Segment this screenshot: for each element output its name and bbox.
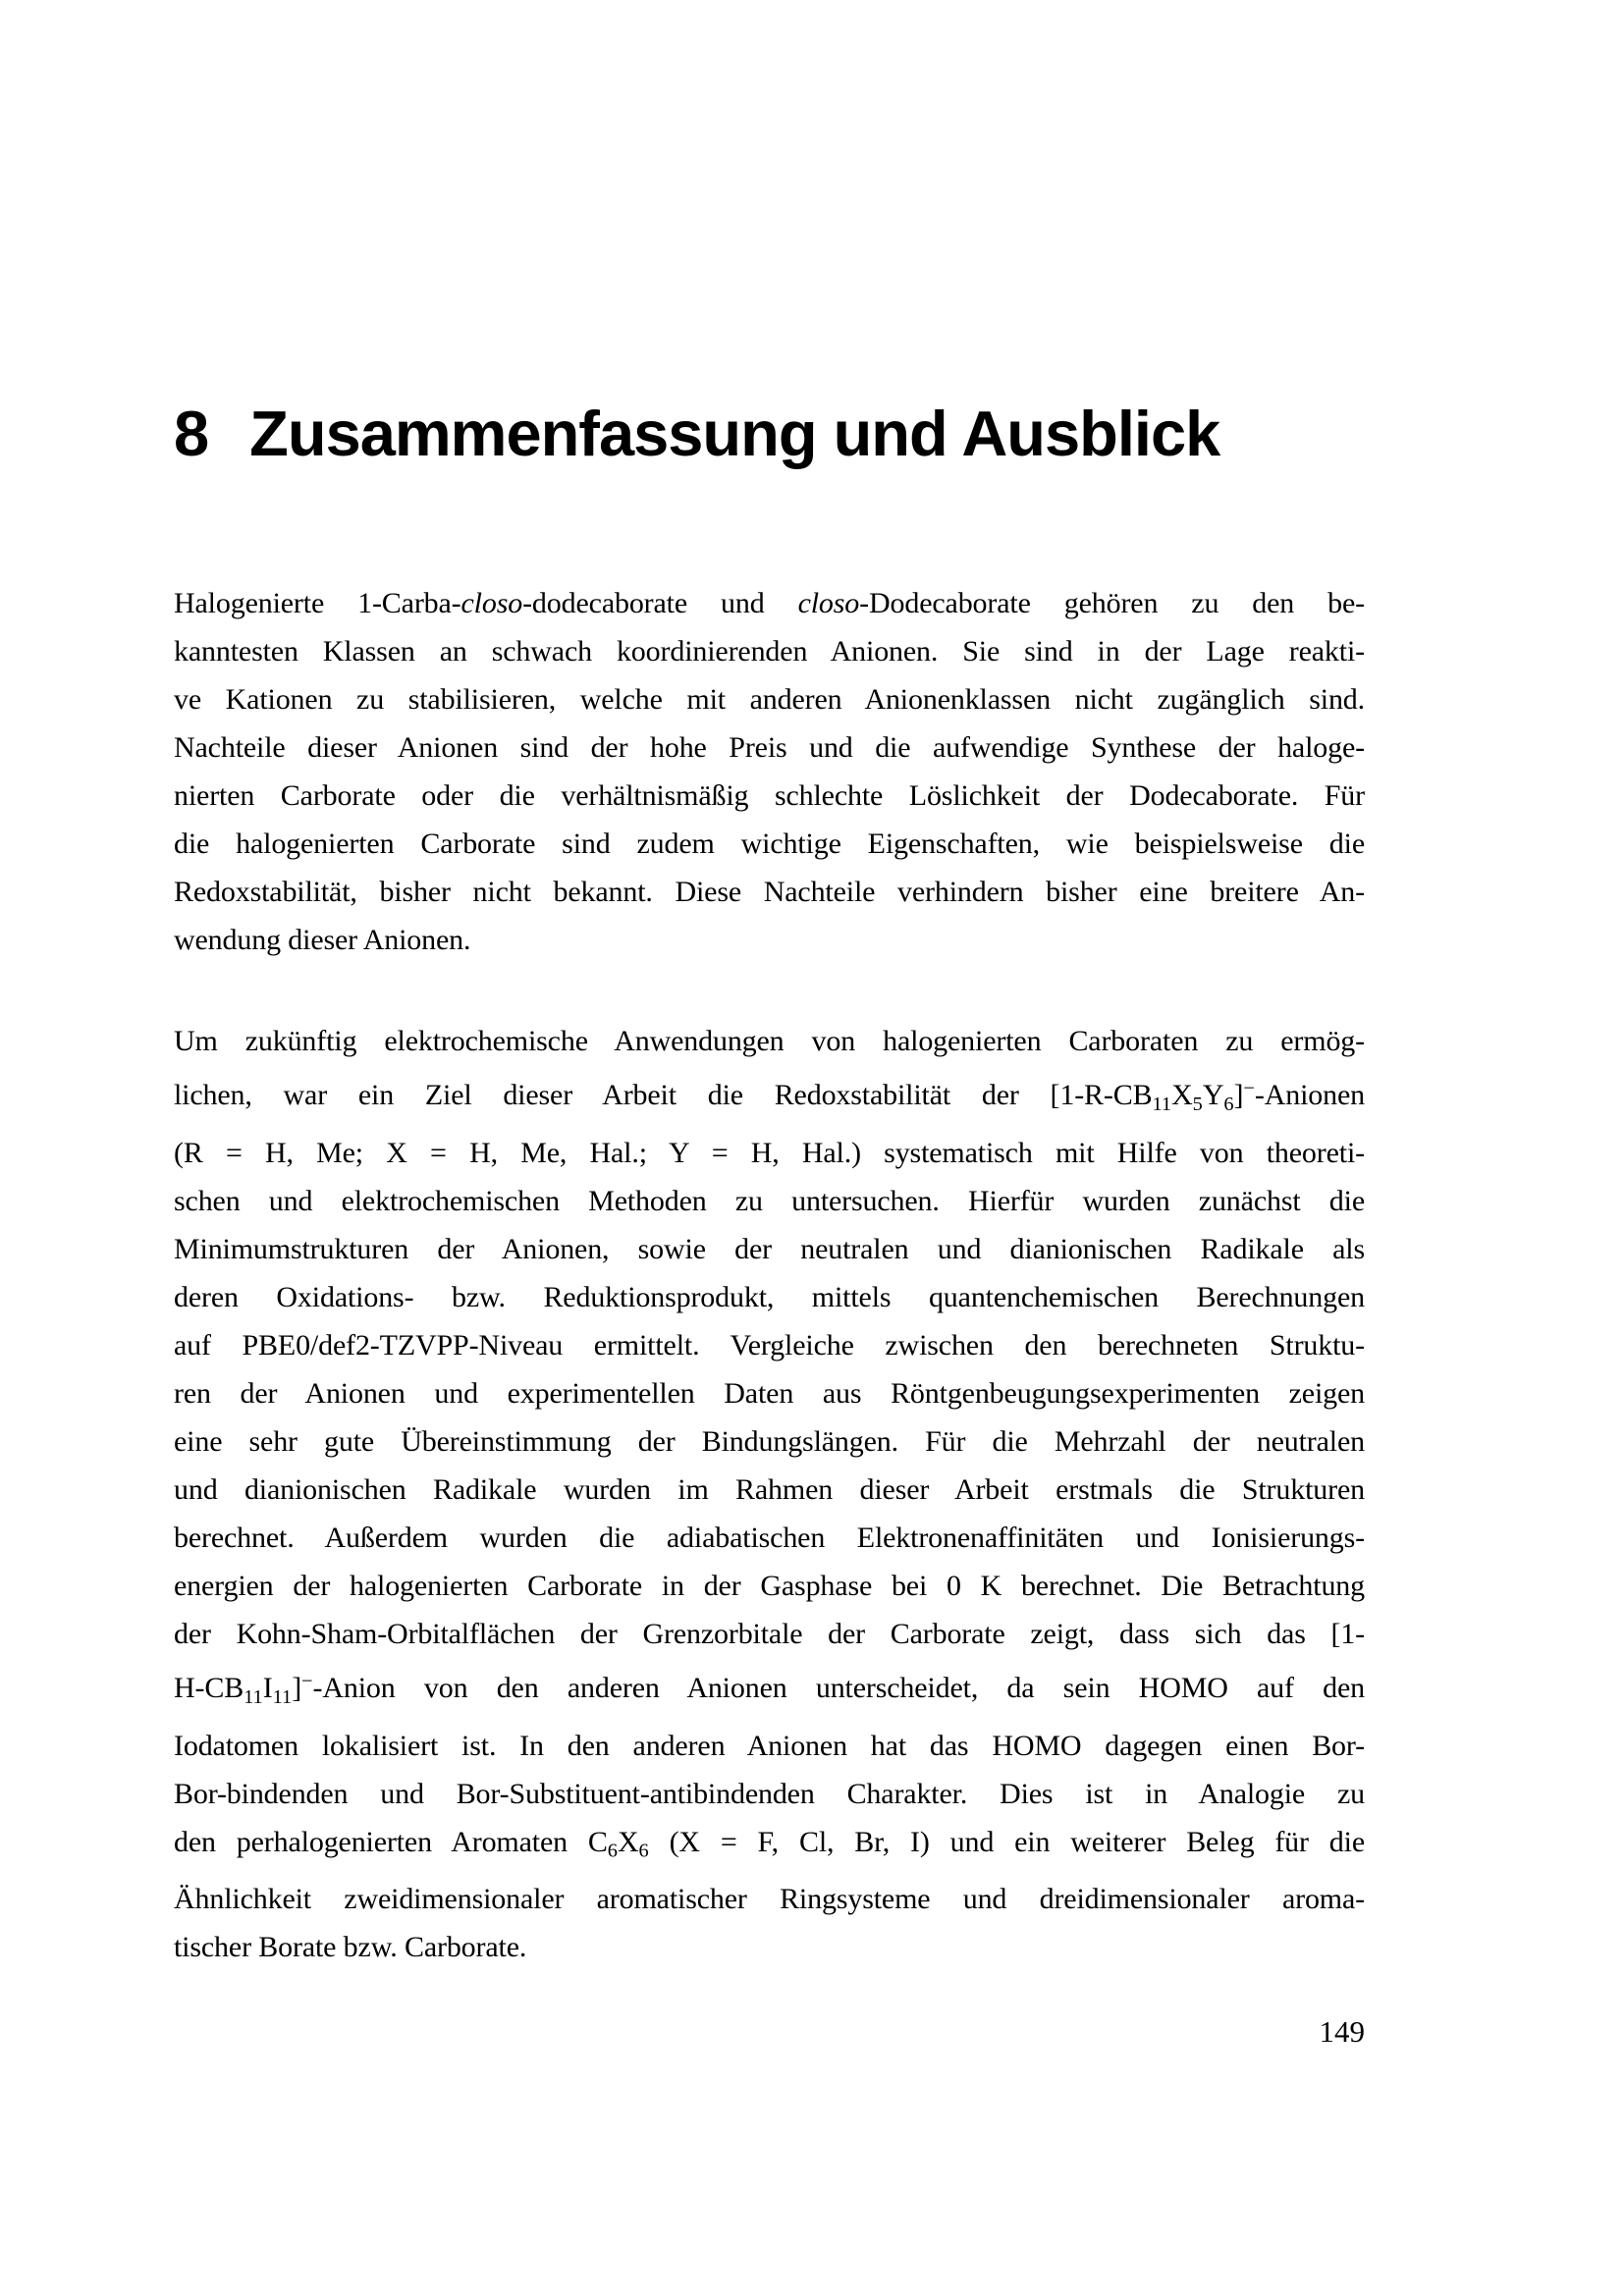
text-line: den perhalogenierten Aromaten $C_6X_6$ (X = F, Cl, Br, I) und ein weiterer Beleg für die (174, 1825, 1365, 1862)
text-line: eine sehr gute Übereinstimmung der Bindungslängen. Für die Mehrzahl der neutralen (174, 1424, 1365, 1458)
text-line: deren Oxidations- bzw. Reduktionsprodukt, mittels quantenchemischen Berechnungen (174, 1280, 1365, 1313)
text-line: Um zukünftig elektrochemische Anwendungen von halogenierten Carboraten zu ermög- (174, 1025, 1365, 1057)
chapter-number: 8 (174, 398, 209, 469)
text-line: kanntesten Klassen an schwach koordinierenden Anionen. Sie sind in der Lage reakti- (174, 635, 1365, 667)
text-line: schen und elektrochemischen Methoden zu untersuchen. Hierfür wurden zunächst die (174, 1184, 1365, 1217)
text-line: tischer Borate bzw. Carborate. (174, 1931, 527, 1964)
text-line: $H-CB_{11}I_{11}]^-$-Anion von den anderen Anionen unterscheidet, da sein HOMO auf den (174, 1670, 1365, 1708)
text-line: Redoxstabilität, bisher nicht bekannt. Diese Nachteile verhindern bisher eine breitere An- (174, 876, 1365, 908)
chapter-title: Zusammenfassung und Ausblick (249, 398, 1220, 469)
text-line: Nachteile dieser Anionen sind der hohe Preis und die aufwendige Synthese der haloge- (174, 731, 1365, 764)
page-number: 149 (1319, 2014, 1365, 2049)
text-line: Iodatomen lokalisiert ist. In den anderen Anionen hat das HOMO dagegen einen Bor- (174, 1729, 1365, 1762)
text-line: wendung dieser Anionen. (174, 924, 471, 956)
text-line: berechnet. Außerdem wurden die adiabatischen Elektronenaffinitäten und Ionisierungs- (174, 1521, 1365, 1554)
text-line: Ähnlichkeit zweidimensionaler aromatischer Ringsysteme und dreidimensionaler aroma- (174, 1883, 1365, 1916)
text-line: Minimumstrukturen der Anionen, sowie der neutralen und dianionischen Radikale als (174, 1232, 1365, 1265)
text-line: lichen, war ein Ziel dieser Arbeit die Redoxstabilität der $[1-R-CB_{11}X_5Y_6]^-$-Anionen (174, 1078, 1365, 1115)
paragraph (174, 579, 1365, 964)
text-line: die halogenierten Carborate sind zudem wichtige Eigenschaften, wie beispielsweise die (174, 828, 1365, 860)
text-line: (R = H, Me; X = H, Me, Hal.; Y = H, Hal.) systematisch mit Hilfe von theoreti- (174, 1136, 1365, 1169)
text-line: energien der halogenierten Carborate in der Gasphase bei 0 K berechnet. Die Betrachtung (174, 1569, 1365, 1602)
chapter-heading (174, 397, 1219, 470)
text-line: ve Kationen zu stabilisieren, welche mit anderen Anionenklassen nicht zugänglich sind. (174, 683, 1365, 716)
text-line: ren der Anionen und experimentellen Daten aus Röntgenbeugungsexperimenten zeigen (174, 1376, 1365, 1410)
text-line: und dianionischen Radikale wurden im Rahmen dieser Arbeit erstmals die Strukturen (174, 1472, 1365, 1506)
text-line: Halogenierte 1-Carba-closo-dodecaborate und closo-Dodecaborate gehören zu den be- (174, 587, 1365, 619)
text-line: auf PBE0/def2-TZVPP-Niveau ermittelt. Vergleiche zwischen den berechneten Struktu- (174, 1328, 1365, 1362)
body-text (174, 579, 1365, 1971)
text-line: nierten Carborate oder die verhältnismäßig schlechte Löslichkeit der Dodecaborate. Für (174, 779, 1365, 812)
paragraph (174, 1017, 1365, 1971)
text-line: Bor-bindenden und Bor-Substituent-antibindenden Charakter. Dies ist in Analogie zu (174, 1777, 1365, 1810)
text-line: der Kohn-Sham-Orbitalflächen der Grenzorbitale der Carborate zeigt, dass sich das [1- (174, 1617, 1365, 1650)
